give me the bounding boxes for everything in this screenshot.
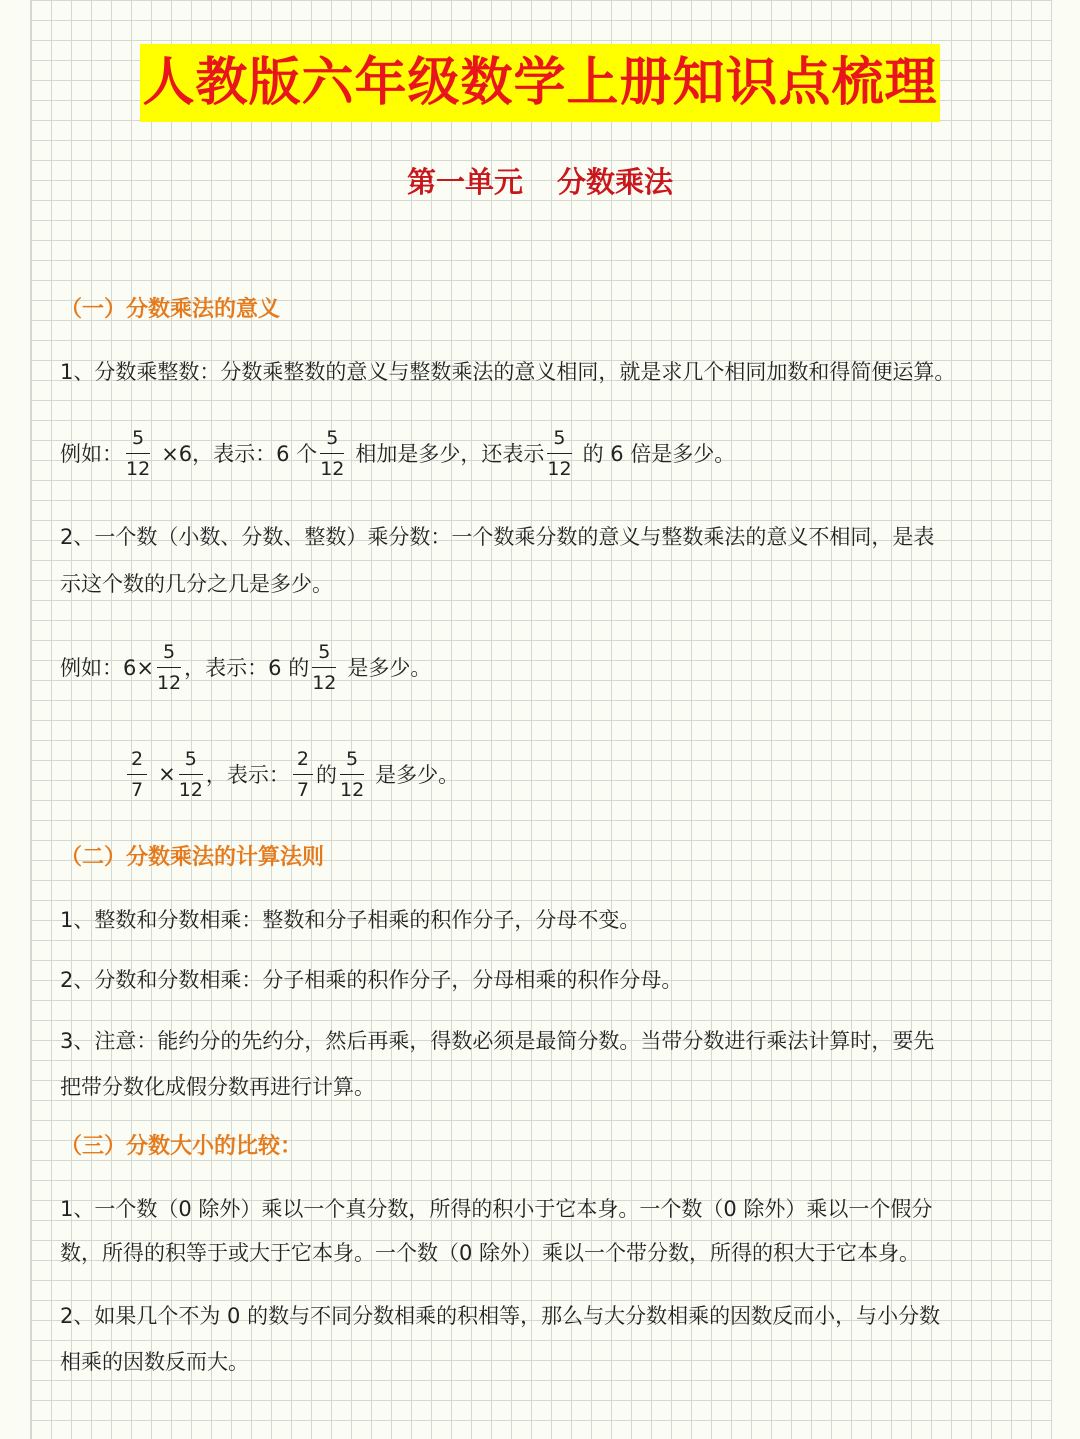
unit-heading (0, 160, 1080, 204)
fraction (179, 746, 203, 803)
fraction (126, 425, 150, 482)
example-prefix: 例如： (60, 442, 123, 466)
paragraph-line: 1、一个数（0 除外）乘以一个真分数，所得的积小于它本身。一个数（0 除外）乘以一个假分 (60, 1197, 933, 1221)
paragraph: 1、分数乘整数：分数乘整数的意义与整数乘法的意义相同，就是求几个相同加数和得简便运算。 (60, 360, 956, 384)
fraction-bar (127, 774, 147, 775)
example-row (124, 741, 459, 807)
fraction-bar (293, 774, 313, 775)
example-prefix: 例如：6× (60, 656, 154, 680)
fraction-bar (126, 453, 150, 454)
example-text: ，表示： (205, 763, 290, 787)
times-sign: × (158, 762, 176, 786)
example-row (60, 420, 735, 486)
numerator: 5 (318, 640, 331, 663)
section-heading-3: （三）分数大小的比较： (60, 1134, 303, 1159)
paragraph-line: 3、注意：能约分的先约分，然后再乘，得数必须是最简分数。当带分数进行乘法计算时，要先 (60, 1029, 935, 1053)
fraction-bar (547, 453, 571, 454)
fraction-bar (312, 667, 336, 668)
numerator: 2 (296, 747, 309, 770)
fraction-bar (157, 667, 181, 668)
fraction (340, 746, 364, 803)
fraction (157, 639, 181, 696)
fraction (320, 425, 344, 482)
fraction (293, 746, 313, 803)
fraction (547, 425, 571, 482)
paragraph: 1、整数和分数相乘：整数和分子相乘的积作分子，分母不变。 (60, 908, 641, 932)
example-text: 是多少。 (375, 763, 460, 787)
denominator: 12 (156, 671, 182, 694)
numerator: 5 (163, 640, 176, 663)
denominator: 12 (126, 457, 151, 480)
fraction (127, 746, 147, 803)
fraction (312, 639, 336, 696)
example-text: 是多少。 (347, 656, 432, 680)
section-heading-2: （二）分数乘法的计算法则 (60, 845, 325, 870)
fraction-bar (320, 453, 344, 454)
page-title: 人教版六年级数学上册知识点梳理 (140, 44, 939, 122)
fraction-bar (179, 774, 203, 775)
paragraph: 2、分数和分数相乘：分子相乘的积作分子，分母相乘的积作分母。 (60, 968, 683, 992)
numerator: 5 (553, 426, 566, 449)
paragraph-line: 2、一个数（小数、分数、整数）乘分数：一个数乘分数的意义与整数乘法的意义不相同，是表 (60, 525, 935, 549)
denominator: 12 (547, 457, 572, 480)
unit-name: 分数乘法 (557, 165, 674, 199)
section-heading-1: （一）分数乘法的意义 (60, 297, 281, 322)
unit-label: 第一单元 (406, 165, 523, 199)
denominator: 7 (131, 778, 144, 801)
fraction-bar (340, 774, 364, 775)
example-text: 的 6 倍是多少。 (582, 442, 736, 466)
paragraph-line: 相乘的因数反而大。 (60, 1350, 249, 1374)
denominator: 12 (178, 778, 203, 801)
paragraph-line: 示这个数的几分之几是多少。 (60, 572, 333, 596)
denominator: 7 (296, 778, 309, 801)
denominator: 12 (312, 671, 337, 694)
numerator: 2 (131, 747, 144, 770)
example-text: ×6，表示：6 个 (161, 442, 318, 466)
denominator: 12 (320, 457, 345, 480)
example-text: 相加是多少，还表示 (355, 442, 545, 466)
numerator: 5 (132, 426, 145, 449)
numerator: 5 (326, 426, 339, 449)
numerator: 5 (184, 747, 197, 770)
example-row (60, 634, 431, 700)
paragraph-line: 把带分数化成假分数再进行计算。 (60, 1075, 375, 1099)
denominator: 12 (339, 778, 365, 801)
paragraph-line: 数，所得的积等于或大于它本身。一个数（0 除外）乘以一个带分数，所得的积大于它本身。 (60, 1241, 921, 1265)
numerator: 5 (346, 747, 359, 770)
example-text: ，表示：6 的 (184, 656, 310, 680)
example-text: 的 (315, 763, 337, 787)
paragraph-line: 2、如果几个不为 0 的数与不同分数相乘的积相等，那么与大分数相乘的因数反而小，与小分数 (60, 1304, 941, 1328)
